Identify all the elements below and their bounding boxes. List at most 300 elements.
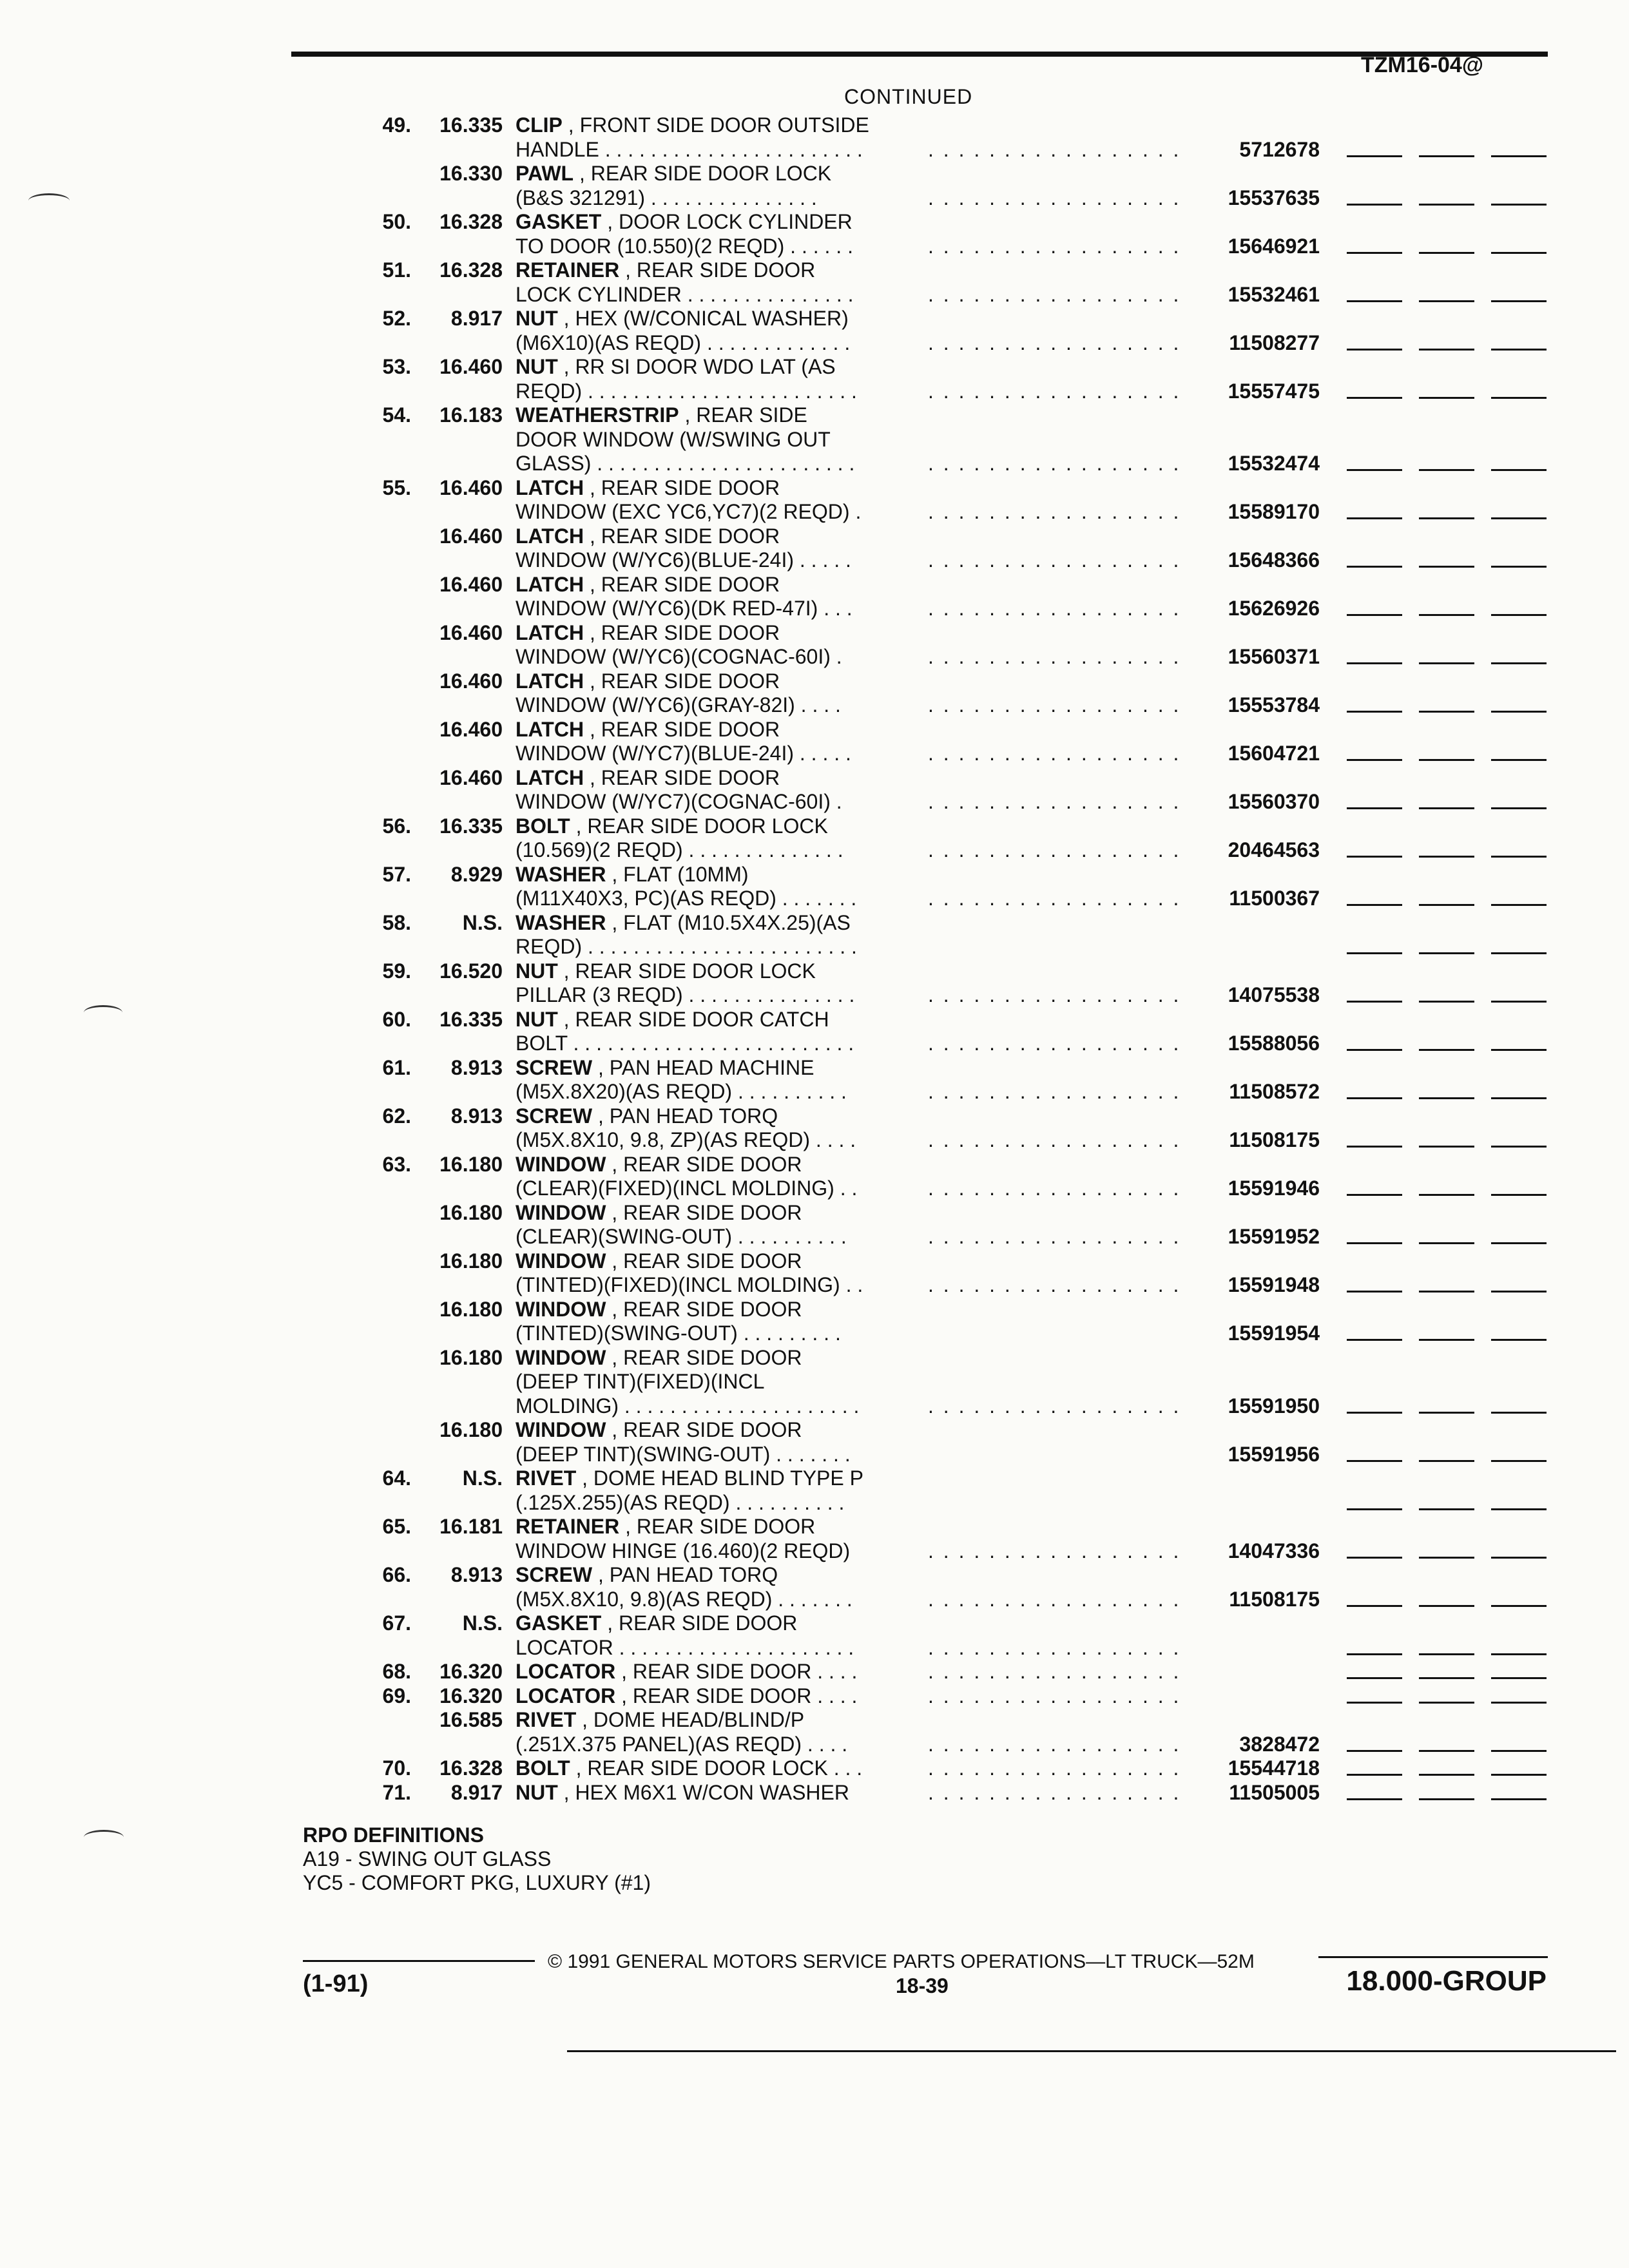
- item-ref: 55.: [382, 476, 411, 499]
- quantity-blanks: [1347, 1146, 1547, 1148]
- part-description: [516, 283, 910, 307]
- item-ref: 56.: [382, 814, 411, 838]
- dot-leader: . . . . . . . . . . . . . . . . .: [928, 1273, 1181, 1296]
- part-description: [516, 1273, 910, 1298]
- part-line: [0, 718, 1629, 742]
- part-description-text: (.125X.255)(AS REQD) . . . . . . . . . .: [516, 1490, 845, 1514]
- part-number: 15648366: [1228, 548, 1320, 572]
- blank-line: [1347, 711, 1402, 713]
- part-description: [516, 113, 910, 138]
- part-line: [0, 911, 1629, 936]
- quantity-blanks: [1347, 1702, 1547, 1704]
- part-description-text: , DOME HEAD BLIND TYPE P: [576, 1466, 863, 1490]
- part-description-text: , REAR SIDE DOOR: [584, 765, 780, 789]
- catalog-code: TZM16-04@: [1361, 53, 1483, 77]
- part-description: [516, 1394, 910, 1419]
- part-number: 15553784: [1228, 693, 1320, 716]
- part-number: 15532474: [1228, 452, 1320, 475]
- part-line: [0, 1491, 1629, 1515]
- quantity-blanks: [1347, 1412, 1547, 1414]
- part-line: [0, 307, 1629, 331]
- blank-line: [1491, 252, 1547, 254]
- item-ref: 58.: [382, 910, 411, 934]
- part-description-text: WINDOW (W/YC6)(BLUE-24I) . . . . .: [516, 548, 851, 572]
- part-description-text: , REAR SIDE DOOR . . . .: [615, 1684, 858, 1707]
- part-line: [0, 838, 1629, 863]
- part-description-text: , REAR SIDE: [679, 403, 807, 427]
- part-line: [0, 863, 1629, 887]
- blank-line: [1419, 711, 1474, 713]
- part-line: [0, 1466, 1629, 1491]
- part-description-text: , REAR SIDE DOOR CATCH: [557, 1007, 829, 1031]
- part-description-text: , FRONT SIDE DOOR OUTSIDE: [562, 113, 869, 137]
- part-line: [0, 983, 1629, 1008]
- punch-hole-mark: [84, 1830, 124, 1845]
- part-description-text: (TINTED)(FIXED)(INCL MOLDING) . .: [516, 1273, 863, 1296]
- part-description: [516, 573, 910, 597]
- group-number: 16.180: [439, 1200, 503, 1224]
- dot-leader: . . . . . . . . . . . . . . . . .: [928, 186, 1181, 209]
- blank-line: [1347, 1097, 1402, 1099]
- blank-line: [1491, 1798, 1547, 1800]
- blank-line: [1491, 1049, 1547, 1051]
- part-name: SCREW: [516, 1055, 593, 1079]
- quantity-blanks: [1347, 856, 1547, 858]
- part-line: [0, 1756, 1629, 1781]
- quantity-blanks: [1347, 1798, 1547, 1800]
- dot-leader: . . . . . . . . . . . . . . . . .: [928, 1660, 1181, 1683]
- part-name: LATCH: [516, 476, 584, 499]
- blank-line: [1419, 1750, 1474, 1752]
- blank-line: [1347, 614, 1402, 616]
- part-entry: [0, 1153, 1629, 1201]
- part-description-text: , REAR SIDE DOOR: [584, 476, 780, 499]
- group-number: 16.335: [439, 1007, 503, 1031]
- blank-line: [1347, 469, 1402, 471]
- part-line: [0, 548, 1629, 573]
- dot-leader: . . . . . . . . . . . . . . . . .: [928, 1635, 1181, 1659]
- blank-line: [1419, 1798, 1474, 1800]
- part-description-text: PILLAR (3 REQD) . . . . . . . . . . . . . . .: [516, 983, 855, 1006]
- item-ref: 59.: [382, 959, 411, 983]
- part-name: WASHER: [516, 910, 606, 934]
- part-line: [0, 380, 1629, 404]
- blank-line: [1347, 1774, 1402, 1776]
- rpo-title: RPO DEFINITIONS: [303, 1823, 484, 1847]
- part-description: [516, 645, 910, 669]
- footer-rule-left: [303, 1960, 535, 1962]
- part-description-text: (M5X.8X10, 9.8)(AS REQD) . . . . . . .: [516, 1587, 853, 1611]
- group-number: 16.320: [439, 1684, 503, 1707]
- part-description-text: (DEEP TINT)(SWING-OUT) . . . . . . .: [516, 1442, 851, 1466]
- quantity-blanks: [1347, 1194, 1547, 1196]
- blank-line: [1419, 1291, 1474, 1293]
- part-entry: [0, 1008, 1629, 1056]
- part-description: [516, 1443, 910, 1467]
- part-number: 20464563: [1228, 838, 1320, 861]
- punch-hole-mark: [28, 193, 70, 208]
- page-number: 18-39: [896, 1974, 949, 1997]
- blank-line: [1419, 300, 1474, 302]
- item-ref: 61.: [382, 1055, 411, 1079]
- quantity-blanks: [1347, 1605, 1547, 1607]
- blank-line: [1419, 155, 1474, 157]
- part-number: 14047336: [1228, 1539, 1320, 1562]
- blank-line: [1347, 1798, 1402, 1800]
- part-description: [516, 331, 910, 356]
- blank-line: [1491, 349, 1547, 351]
- blank-line: [1419, 1508, 1474, 1510]
- part-entry: [0, 1756, 1629, 1781]
- quantity-blanks: [1347, 1508, 1547, 1510]
- part-line: [0, 500, 1629, 524]
- blank-line: [1419, 397, 1474, 399]
- part-description: [516, 307, 910, 331]
- item-ref: 68.: [382, 1660, 411, 1683]
- part-entry: [0, 1466, 1629, 1515]
- part-description: [516, 693, 910, 718]
- blank-line: [1491, 1557, 1547, 1559]
- group-number: N.S.: [462, 910, 503, 934]
- part-number: 11508175: [1229, 1128, 1320, 1151]
- part-line: [0, 1660, 1629, 1684]
- part-name: NUT: [516, 307, 558, 330]
- part-description-text: REQD) . . . . . . . . . . . . . . . . . . . . . . . .: [516, 935, 857, 958]
- dot-leader: . . . . . . . . . . . . . . . . .: [928, 282, 1181, 306]
- group-number: 8.913: [450, 1563, 503, 1586]
- part-line: [0, 1177, 1629, 1201]
- item-ref: 62.: [382, 1104, 411, 1128]
- part-line: [0, 693, 1629, 718]
- part-line: [0, 1321, 1629, 1346]
- part-line: [0, 235, 1629, 259]
- dot-leader: . . . . . . . . . . . . . . . . .: [928, 1587, 1181, 1611]
- part-number: 15544718: [1228, 1756, 1320, 1780]
- part-line: [0, 1394, 1629, 1419]
- blank-line: [1347, 1460, 1402, 1462]
- part-entry: [0, 307, 1629, 355]
- part-description: [516, 838, 910, 863]
- part-description: [516, 258, 910, 283]
- quantity-blanks: [1347, 1677, 1547, 1679]
- blank-line: [1419, 807, 1474, 809]
- part-description: [516, 766, 910, 791]
- part-entry: [0, 1056, 1629, 1104]
- part-description-text: LOCK CYLINDER . . . . . . . . . . . . . . .: [516, 282, 854, 306]
- parts-list: [0, 113, 1629, 1805]
- part-entry: [0, 766, 1629, 814]
- quantity-blanks: [1347, 517, 1547, 519]
- part-description-text: WINDOW (W/YC7)(BLUE-24I) . . . . .: [516, 742, 851, 765]
- part-line: [0, 1636, 1629, 1660]
- dot-leader: . . . . . . . . . . . . . . . . .: [928, 887, 1181, 910]
- part-line: [0, 355, 1629, 380]
- part-description-text: , REAR SIDE DOOR: [584, 572, 780, 596]
- part-line: [0, 1684, 1629, 1709]
- part-description-text: , PAN HEAD TORQ: [592, 1563, 778, 1586]
- quantity-blanks: [1347, 807, 1547, 809]
- blank-line: [1491, 1097, 1547, 1099]
- quantity-blanks: [1347, 1049, 1547, 1051]
- part-description: [516, 1563, 910, 1588]
- dot-leader: . . . . . . . . . . . . . . . . .: [928, 1394, 1181, 1418]
- part-name: LATCH: [516, 572, 584, 596]
- part-name: LATCH: [516, 765, 584, 789]
- blank-line: [1491, 1146, 1547, 1148]
- part-entry: [0, 863, 1629, 911]
- item-ref: 63.: [382, 1152, 411, 1176]
- part-description-text: , REAR SIDE DOOR: [606, 1249, 802, 1273]
- part-name: GASKET: [516, 1611, 602, 1635]
- part-line: [0, 887, 1629, 911]
- blank-line: [1491, 1412, 1547, 1414]
- part-name: WASHER: [516, 862, 606, 886]
- blank-line: [1347, 566, 1402, 568]
- part-name: RIVET: [516, 1708, 577, 1731]
- part-description-text: , REAR SIDE DOOR . . . .: [615, 1660, 858, 1683]
- item-ref: 69.: [382, 1684, 411, 1707]
- blank-line: [1419, 469, 1474, 471]
- part-description-text: , DOME HEAD/BLIND/P: [576, 1708, 805, 1731]
- quantity-blanks: [1347, 349, 1547, 351]
- part-line: [0, 1273, 1629, 1298]
- part-number: 5712678: [1239, 137, 1320, 161]
- dot-leader: . . . . . . . . . . . . . . . . .: [928, 838, 1181, 861]
- part-entry: [0, 210, 1629, 258]
- part-line: [0, 621, 1629, 646]
- group-number: 16.460: [439, 572, 503, 596]
- part-line: [0, 790, 1629, 814]
- blank-line: [1491, 1750, 1547, 1752]
- blank-line: [1491, 517, 1547, 519]
- part-description: [516, 210, 910, 235]
- blank-line: [1347, 1750, 1402, 1752]
- dot-leader: . . . . . . . . . . . . . . . . .: [928, 1539, 1181, 1562]
- blank-line: [1419, 1001, 1474, 1003]
- blank-line: [1419, 1049, 1474, 1051]
- blank-line: [1347, 252, 1402, 254]
- part-line: [0, 1080, 1629, 1104]
- blank-line: [1491, 1194, 1547, 1196]
- part-name: GASKET: [516, 210, 602, 233]
- blank-line: [1347, 397, 1402, 399]
- part-description-text: (M5X.8X10, 9.8, ZP)(AS REQD) . . . .: [516, 1128, 856, 1151]
- group-number: 16.180: [439, 1249, 503, 1273]
- dot-leader: . . . . . . . . . . . . . . . . .: [928, 1225, 1181, 1248]
- part-name: RIVET: [516, 1466, 577, 1490]
- group-number: 16.180: [439, 1297, 503, 1321]
- part-number: 15591956: [1228, 1442, 1320, 1466]
- blank-line: [1347, 1677, 1402, 1679]
- part-entry: [0, 718, 1629, 766]
- blank-line: [1347, 1702, 1402, 1704]
- part-number: 15591948: [1228, 1273, 1320, 1296]
- blank-line: [1419, 952, 1474, 954]
- part-description-text: WINDOW (W/YC6)(DK RED-47I) . . .: [516, 597, 853, 620]
- part-description: [516, 1636, 910, 1660]
- dot-leader: . . . . . . . . . . . . . . . . .: [928, 1780, 1181, 1804]
- item-ref: 54.: [382, 403, 411, 427]
- part-name: PAWL: [516, 162, 574, 185]
- part-line: [0, 766, 1629, 791]
- quantity-blanks: [1347, 759, 1547, 761]
- part-description-text: BOLT . . . . . . . . . . . . . . . . . . . . . . . . .: [516, 1032, 854, 1055]
- blank-line: [1347, 662, 1402, 664]
- part-description: [516, 380, 910, 404]
- blank-line: [1419, 856, 1474, 858]
- part-line: [0, 1104, 1629, 1129]
- part-description-text: (.251X.375 PANEL)(AS REQD) . . . .: [516, 1732, 848, 1756]
- part-name: WEATHERSTRIP: [516, 403, 679, 427]
- blank-line: [1419, 1242, 1474, 1244]
- part-number: 15591952: [1228, 1225, 1320, 1248]
- part-line: [0, 331, 1629, 356]
- part-line: [0, 1563, 1629, 1588]
- blank-line: [1419, 1412, 1474, 1414]
- part-line: [0, 1056, 1629, 1081]
- blank-line: [1347, 1049, 1402, 1051]
- part-line: [0, 573, 1629, 597]
- part-entry: [0, 911, 1629, 959]
- quantity-blanks: [1347, 566, 1547, 568]
- revision-date: (1-91): [303, 1970, 369, 1997]
- part-name: LATCH: [516, 669, 584, 693]
- blank-line: [1491, 807, 1547, 809]
- part-description: [516, 186, 910, 211]
- part-description: [516, 1298, 910, 1322]
- group-number: 16.585: [439, 1708, 503, 1731]
- group-number: 16.330: [439, 162, 503, 185]
- group-number: N.S.: [462, 1466, 503, 1490]
- part-name: WINDOW: [516, 1418, 606, 1441]
- part-line: [0, 1153, 1629, 1177]
- part-name: LATCH: [516, 717, 584, 741]
- part-description: [516, 403, 910, 428]
- part-entry: [0, 476, 1629, 524]
- part-description: [516, 1128, 910, 1153]
- part-description: [516, 863, 910, 887]
- quantity-blanks: [1347, 252, 1547, 254]
- part-number: 14075538: [1228, 983, 1320, 1006]
- part-description: [516, 1104, 910, 1129]
- continued-label: CONTINUED: [844, 85, 973, 108]
- part-name: NUT: [516, 1780, 558, 1804]
- blank-line: [1491, 952, 1547, 954]
- part-entry: [0, 403, 1629, 476]
- dot-leader: . . . . . . . . . . . . . . . . .: [928, 1080, 1181, 1103]
- part-entry: [0, 1298, 1629, 1346]
- quantity-blanks: [1347, 300, 1547, 302]
- rpo-definitions: [303, 1823, 651, 1895]
- item-ref: 57.: [382, 862, 411, 886]
- blank-line: [1491, 662, 1547, 664]
- part-description-text: (CLEAR)(SWING-OUT) . . . . . . . . . .: [516, 1225, 847, 1248]
- blank-line: [1491, 1339, 1547, 1341]
- part-description-text: HANDLE . . . . . . . . . . . . . . . . . . . . . . .: [516, 137, 863, 161]
- part-line: [0, 645, 1629, 669]
- part-description-text: (10.569)(2 REQD) . . . . . . . . . . . . . .: [516, 838, 843, 861]
- part-description: [516, 959, 910, 984]
- blank-line: [1347, 1339, 1402, 1341]
- part-description-text: TO DOOR (10.550)(2 REQD) . . . . . .: [516, 234, 853, 258]
- part-line: [0, 742, 1629, 766]
- part-name: CLIP: [516, 113, 563, 137]
- blank-line: [1347, 349, 1402, 351]
- part-entry: [0, 524, 1629, 573]
- part-number: 15591946: [1228, 1177, 1320, 1200]
- blank-line: [1491, 1774, 1547, 1776]
- group-number: 18.000-GROUP: [1346, 1965, 1547, 1997]
- part-description-text: , REAR SIDE DOOR: [601, 1611, 798, 1635]
- dot-leader: . . . . . . . . . . . . . . . . .: [928, 379, 1181, 403]
- part-description-text: , HEX M6X1 W/CON WASHER: [557, 1780, 849, 1804]
- quantity-blanks: [1347, 1774, 1547, 1776]
- part-description: [516, 1539, 910, 1564]
- part-description: [516, 1153, 910, 1177]
- item-ref: 67.: [382, 1611, 411, 1635]
- blank-line: [1419, 1774, 1474, 1776]
- part-description: [516, 1249, 910, 1274]
- part-name: NUT: [516, 1007, 558, 1031]
- part-number: 15557475: [1228, 379, 1320, 403]
- part-entry: [0, 959, 1629, 1008]
- blank-line: [1419, 252, 1474, 254]
- part-name: SCREW: [516, 1563, 593, 1586]
- part-name: LOCATOR: [516, 1660, 616, 1683]
- part-description-text: (M6X10)(AS REQD) . . . . . . . . . . . . .: [516, 331, 851, 354]
- blank-line: [1419, 759, 1474, 761]
- part-line: [0, 258, 1629, 283]
- part-line: [0, 1443, 1629, 1467]
- blank-line: [1347, 1291, 1402, 1293]
- part-description: [516, 500, 910, 524]
- blank-line: [1491, 711, 1547, 713]
- quantity-blanks: [1347, 711, 1547, 713]
- item-ref: 52.: [382, 307, 411, 330]
- part-description-text: , DOOR LOCK CYLINDER: [601, 210, 853, 233]
- blank-line: [1347, 1194, 1402, 1196]
- blank-line: [1491, 1460, 1547, 1462]
- part-description: [516, 1008, 910, 1032]
- part-description: [516, 1756, 910, 1781]
- part-number: 11508572: [1229, 1080, 1320, 1103]
- blank-line: [1491, 1242, 1547, 1244]
- group-number: 16.520: [439, 959, 503, 983]
- part-description-text: , HEX (W/CONICAL WASHER): [557, 307, 849, 330]
- part-description-text: , REAR SIDE DOOR: [606, 1152, 802, 1176]
- blank-line: [1491, 614, 1547, 616]
- part-description-text: (B&S 321291) . . . . . . . . . . . . . . .: [516, 186, 817, 209]
- item-ref: 65.: [382, 1515, 411, 1538]
- item-ref: 53.: [382, 355, 411, 378]
- part-description: [516, 1491, 910, 1515]
- part-description: [516, 235, 910, 259]
- group-number: 8.917: [450, 1780, 503, 1804]
- item-ref: 60.: [382, 1007, 411, 1031]
- part-description: [516, 814, 910, 839]
- part-description: [516, 162, 910, 186]
- quantity-blanks: [1347, 1001, 1547, 1003]
- group-number: 8.917: [450, 307, 503, 330]
- part-line: [0, 1781, 1629, 1805]
- blank-line: [1491, 1653, 1547, 1655]
- part-description: [516, 138, 910, 162]
- part-number: 15604721: [1228, 742, 1320, 765]
- part-line: [0, 283, 1629, 307]
- part-name: BOLT: [516, 1756, 570, 1780]
- part-description: [516, 1684, 910, 1709]
- part-name: WINDOW: [516, 1152, 606, 1176]
